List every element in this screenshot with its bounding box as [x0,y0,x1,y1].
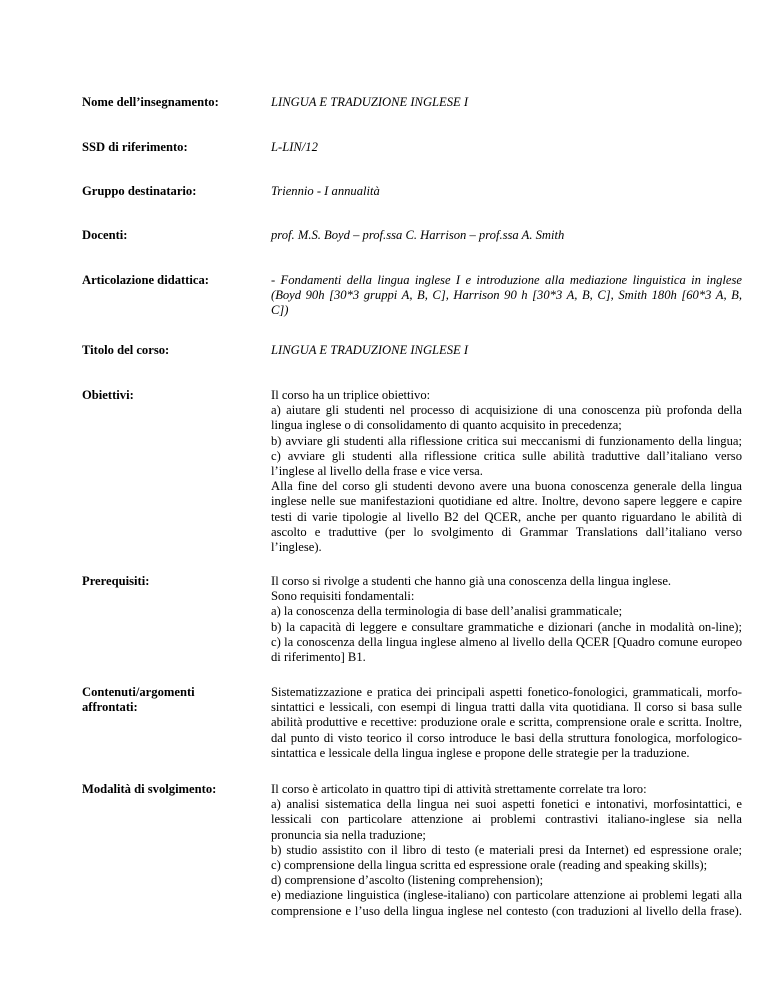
text-line: Sono requisiti fondamentali: [271,589,415,604]
text-line: l’inglese al livello della frase e vice versa. [271,464,483,479]
text-line: comprensione e l’uso della lingua inglese nel contesto (con traduzioni al livello della frase). [271,903,742,918]
text-line: e) mediazione linguistica (inglese-italiano) con particolare attenzione ai problemi legati alla [271,888,742,903]
label-modalita: Modalità di svolgimento: [82,782,217,796]
label-contenuti [82,685,262,715]
label-contenuti-line2: affrontati: [82,700,138,715]
text-line: d) comprensione d’ascolto (listening comprehension); [271,873,544,888]
text-line: Sistematizzazione e pratica dei principali aspetti fonetico-fonologici, grammaticali, morfo- [271,685,742,699]
text-line: c) comprensione della lingua scritta ed espressione orale (reading and speaking skills); [271,858,708,873]
text-line: Alla fine del corso gli studenti devono avere una buona conoscenza generale della lingua [271,479,742,494]
text-line: sintattici e lessicali, con esempi di lingua tratti dalla vita quotidiana. Il corso si basa sulle [271,700,742,715]
label-docenti: Docenti: [82,228,128,242]
value-ssd: L-LIN/12 [271,140,318,154]
text-line: sintattica e lessicale della lingua inglese e propone delle strategie per la traduzione. [271,745,690,760]
text-line: c) avviare gli studenti alla riflessione critica sulle abilità traduttive dall’italiano verso [271,448,742,463]
text-line: pronuncia sia nella traduzione; [271,827,426,842]
text-line: lessicali con particolare attenzione ai problemi contrastivi italiano-inglese sia nella [271,812,742,827]
value-articolazione-didattica [271,273,742,319]
text-line: a) analisi sistematica della lingua nei suoi aspetti fonetici e intonativi, morfosintattici, e [271,797,742,812]
text-line: b) la capacità di leggere e consultare grammatiche e dizionari (anche in modalità on-line); [271,619,742,634]
text-line: - Fondamenti della lingua inglese I e introduzione alla mediazione linguistica in inglese [271,273,742,287]
label-articolazione-didattica: Articolazione didattica: [82,273,209,287]
value-obiettivi [271,388,742,555]
text-line: ascolto e traduttive (per lo svolgimento di Grammar Translations dall’italiano verso [271,524,742,539]
label-contenuti-line1: Contenuti/argomenti [82,685,195,699]
value-docenti: prof. M.S. Boyd – prof.ssa C. Harrison – prof.ssa A. Smith [271,228,565,242]
value-titolo-corso: LINGUA E TRADUZIONE INGLESE I [271,343,469,357]
value-prerequisiti [271,574,742,665]
text-line: Il corso si rivolge a studenti che hanno già una conoscenza della lingua inglese. [271,574,672,588]
text-line: b) avviare gli studenti alla riflessione critica sui meccanismi di funzionamento della lingua; [271,433,742,448]
text-line: Il corso è articolato in quattro tipi di attività strettamente correlate tra loro: [271,782,647,796]
label-obiettivi: Obiettivi: [82,388,134,402]
text-line: c) la conoscenza della lingua inglese almeno al livello della QCER [Quadro comune europeo [271,634,742,649]
text-line: inglese nelle sue manifestazioni quotidiane ed altre. Inoltre, devono sapere leggere e capire [271,494,742,509]
text-line: lingua inglese o di consolidamento di quanto acquisito in precedenza; [271,418,622,433]
text-line: di riferimento] B1. [271,650,366,665]
text-line: dal punto di visto teorico il corso introduce le basi della struttura fonologica, morfologico- [271,730,742,745]
text-line: testi di varie tipologie al livello B2 del QCER, anche per quanto riguardano le abilità di [271,509,742,524]
text-line: a) aiutare gli studenti nel processo di acquisizione di una conoscenza più profonda della [271,403,742,418]
value-modalita [271,782,742,919]
text-line: (Boyd 90h [30*3 gruppi A, B, C], Harrison 90 h [30*3 A, B, C], Smith 180h [60*3 A, B, [271,288,742,303]
text-line: abilità produttive e recettive: produzione orale e scritta, comprensione orale e scritta. Inoltre, [271,715,742,730]
value-nome-insegnamento: LINGUA E TRADUZIONE INGLESE I [271,95,469,109]
label-nome-insegnamento: Nome dell’insegnamento: [82,95,219,109]
label-titolo-corso: Titolo del corso: [82,343,170,357]
text-line: l’inglese). [271,540,322,555]
label-gruppo-destinatario: Gruppo destinatario: [82,184,197,198]
text-line: C]) [271,303,289,318]
text-line: b) studio assistito con il libro di testo (e materiali presi da Internet) ed espressione orale; [271,842,742,857]
text-line: a) la conoscenza della terminologia di base dell’analisi grammaticale; [271,604,623,619]
value-contenuti [271,685,742,761]
label-ssd: SSD di riferimento: [82,140,188,154]
value-gruppo-destinatario: Triennio - I annualità [271,184,380,198]
label-prerequisiti: Prerequisiti: [82,574,150,588]
text-line: Il corso ha un triplice obiettivo: [271,388,431,402]
